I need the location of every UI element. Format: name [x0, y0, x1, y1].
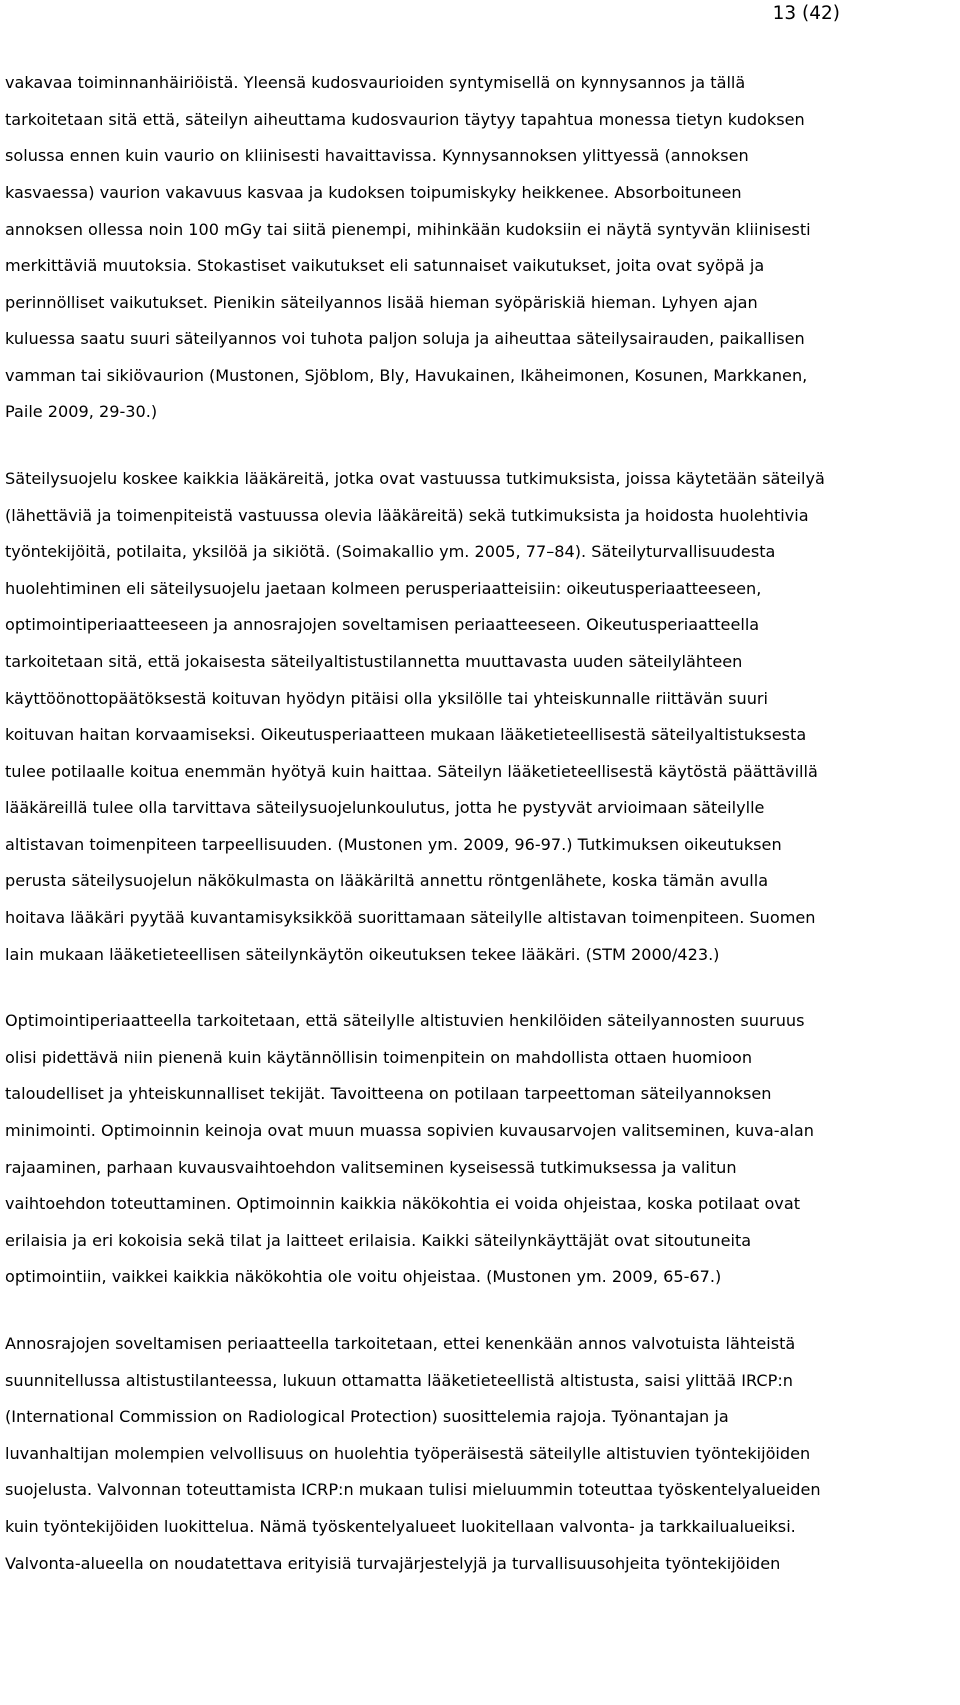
- text-line: huolehtiminen eli säteilysuojelu jaetaan kolmeen perusperiaatteisiin: oikeutusperiaatteeseen,: [5, 579, 762, 598]
- text-line: merkittäviä muutoksia. Stokastiset vaikutukset eli satunnaiset vaikutukset, joita ovat syöpä ja: [5, 256, 765, 275]
- text-line: tarkoitetaan sitä, että jokaisesta säteilyaltistustilannetta muuttavasta uuden säteilylähteen: [5, 652, 743, 671]
- text-line: lain mukaan lääketieteellisen säteilynkäytön oikeutuksen tekee lääkäri. (STM 2000/423.): [5, 945, 720, 964]
- text-line: taloudelliset ja yhteiskunnalliset tekijät. Tavoitteena on potilaan tarpeettoman säteilyannoksen: [5, 1084, 772, 1103]
- text-line: käyttöönottopäätöksestä koituvan hyödyn pitäisi olla yksilölle tai yhteiskunnalle riittävän suuri: [5, 689, 768, 708]
- text-line: (International Commission on Radiological Protection) suosittelemia rajoja. Työnantajan ja: [5, 1407, 729, 1426]
- text-line: olisi pidettävä niin pienenä kuin käytännöllisin toimenpitein on mahdollista ottaen huomioon: [5, 1048, 753, 1067]
- text-line: Valvonta-alueella on noudatettava erityisiä turvajärjestelyjä ja turvallisuusohjeita työntekijöiden: [5, 1554, 781, 1573]
- text-line: tulee potilaalle koitua enemmän hyötyä kuin haittaa. Säteilyn lääketieteellisestä käytöstä päättävillä: [5, 762, 818, 781]
- text-line: erilaisia ja eri kokoisia sekä tilat ja laitteet erilaisia. Kaikki säteilynkäyttäjät ovat sitoutuneita: [5, 1231, 752, 1250]
- text-line: Säteilysuojelu koskee kaikkia lääkäreitä, jotka ovat vastuussa tutkimuksista, joissa käytetään säteilyä: [5, 469, 825, 488]
- text-line: hoitava lääkäri pyytää kuvantamisyksikköä suorittamaan säteilylle altistavan toimenpiteen. Suomen: [5, 908, 816, 927]
- text-line: työntekijöitä, potilaita, yksilöä ja sikiötä. (Soimakallio ym. 2005, 77–84). Säteilyturvallisuudesta: [5, 542, 776, 561]
- text-line: Optimointiperiaatteella tarkoitetaan, että säteilylle altistuvien henkilöiden säteilyannosten suuruus: [5, 1011, 805, 1030]
- text-line: vaihtoehdon toteuttaminen. Optimoinnin kaikkia näkökohtia ei voida ohjeistaa, koska potilaat ovat: [5, 1194, 801, 1213]
- text-line: rajaaminen, parhaan kuvausvaihtoehdon valitseminen kyseisessä tutkimuksessa ja valitun: [5, 1158, 737, 1177]
- text-line: perinnölliset vaikutukset. Pienikin säteilyannos lisää hieman syöpäriskiä hieman. Lyhyen ajan: [5, 293, 758, 312]
- text-line: kuluessa saatu suuri säteilyannos voi tuhota paljon soluja ja aiheuttaa säteilysairauden, paikallisen: [5, 329, 805, 348]
- text-line: perusta säteilysuojelun näkökulmasta on lääkäriltä annettu röntgenlähete, koska tämän avulla: [5, 871, 769, 890]
- page-number: 13 (42): [772, 3, 840, 24]
- text-line: vakavaa toiminnanhäiriöistä. Yleensä kudosvaurioiden syntymisellä on kynnysannos ja tällä: [5, 73, 746, 92]
- text-line: luvanhaltijan molempien velvollisuus on huolehtia työperäisestä säteilylle altistuvien työntekijöiden: [5, 1444, 811, 1463]
- text-line: lääkäreillä tulee olla tarvittava säteilysuojelunkoulutus, jotta he pystyvät arvioimaan säteilylle: [5, 798, 765, 817]
- text-line: suojelusta. Valvonnan toteuttamista ICRP:n mukaan tulisi mieluummin toteuttaa työskentelyalueiden: [5, 1480, 821, 1499]
- text-line: Annosrajojen soveltamisen periaatteella tarkoitetaan, ettei kenenkään annos valvotuista lähteistä: [5, 1334, 796, 1353]
- text-line: (lähettäviä ja toimenpiteistä vastuussa olevia lääkäreitä) sekä tutkimuksista ja hoidosta huolehtivia: [5, 506, 809, 525]
- text-line: altistavan toimenpiteen tarpeellisuuden. (Mustonen ym. 2009, 96-97.) Tutkimuksen oikeutuksen: [5, 835, 782, 854]
- text-line: koituvan haitan korvaamiseksi. Oikeutusperiaatteen mukaan lääketieteellisestä säteilyaltistuksesta: [5, 725, 807, 744]
- text-line: tarkoitetaan sitä että, säteilyn aiheuttama kudosvaurion täytyy tapahtua monessa tietyn kudoksen: [5, 110, 805, 129]
- text-line: annoksen ollessa noin 100 mGy tai siitä pienempi, mihinkään kudoksiin ei näytä syntyvän kliinisesti: [5, 220, 811, 239]
- text-line: minimointi. Optimoinnin keinoja ovat muun muassa sopivien kuvausarvojen valitseminen, kuva-alan: [5, 1121, 814, 1140]
- text-line: solussa ennen kuin vaurio on kliinisesti havaittavissa. Kynnysannoksen ylittyessä (annoksen: [5, 146, 749, 165]
- text-line: suunnitellussa altistustilanteessa, lukuun ottamatta lääketieteellistä altistusta, saisi ylittää IRCP:n: [5, 1371, 793, 1390]
- text-line: vamman tai sikiövaurion (Mustonen, Sjöblom, Bly, Havukainen, Ikäheimonen, Kosunen, Markkanen,: [5, 366, 808, 385]
- text-line: kasvaessa) vaurion vakavuus kasvaa ja kudoksen toipumiskyky heikkenee. Absorboituneen: [5, 183, 742, 202]
- text-line: optimointiperiaatteeseen ja annosrajojen soveltamisen periaatteeseen. Oikeutusperiaatteella: [5, 615, 760, 634]
- text-line: kuin työntekijöiden luokittelua. Nämä työskentelyalueet luokitellaan valvonta- ja tarkkailualueiksi.: [5, 1517, 796, 1536]
- text-line: Paile 2009, 29-30.): [5, 402, 158, 421]
- text-line: optimointiin, vaikkei kaikkia näkökohtia ole voitu ohjeistaa. (Mustonen ym. 2009, 65-67.): [5, 1267, 722, 1286]
